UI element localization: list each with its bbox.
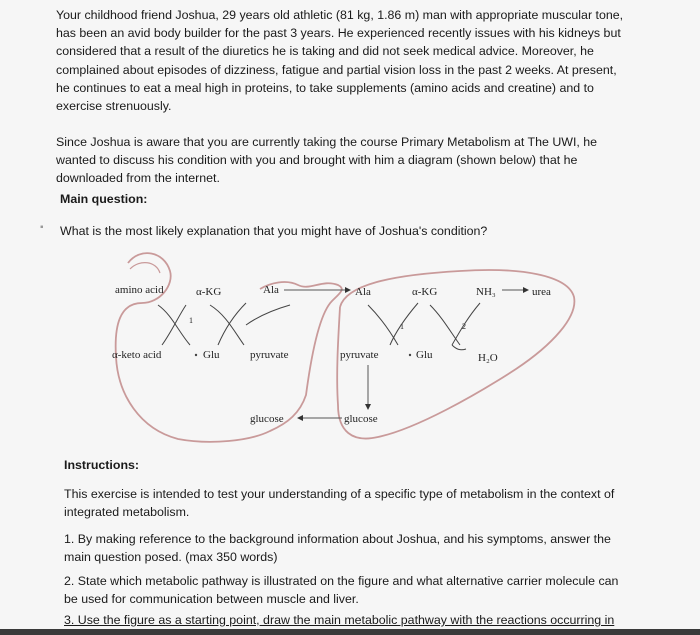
instruction-item-line: be used for communication between muscle and liver.: [64, 592, 359, 607]
background-line: has been an avid body builder for the past 3 years. He experienced recently issues with his kidneys but: [56, 26, 621, 41]
muscle-ala-label: Ala: [263, 284, 279, 296]
background-line: Your childhood friend Joshua, 29 years old athletic (81 kg, 1.86 m) man with appropriate muscular tone,: [56, 8, 624, 22]
background-line: exercise strenuously.: [56, 99, 172, 114]
muscle-amino-acid-label: amino acid: [115, 284, 164, 296]
muscle-keto-acid-label: α-keto acid: [112, 349, 162, 361]
context-line: downloaded from the internet.: [56, 171, 220, 186]
context-line: Since Joshua is aware that you are currently taking the course Primary Metabolism at The UWI, he: [56, 135, 598, 149]
liver-ala-label: Ala: [355, 286, 371, 298]
instruction-item-3: 3. Use the figure as a starting point, draw the main metabolic pathway with the reactions occurring in: [64, 613, 615, 627]
instructions-intro-line: integrated metabolism.: [64, 505, 190, 520]
liver-urea-label: urea: [532, 286, 551, 298]
liver-step2-number: 2: [462, 322, 466, 331]
instructions-intro: [64, 485, 624, 521]
muscle-glucose-label: glucose: [250, 413, 284, 425]
liver-glu-label: Glu: [416, 349, 433, 361]
background-line: complained about episodes of dizziness, fatigue and partial vision loss in the past 2 weeks. At present,: [56, 62, 617, 77]
muscle-outline: [116, 253, 342, 442]
muscle-glu-label: Glu: [203, 349, 220, 361]
muscle-step-number: 1: [189, 316, 193, 325]
instruction-item-line: main question posed. (max 350 words): [64, 550, 278, 565]
context-paragraph: [56, 133, 656, 188]
instruction-item-2: [64, 572, 624, 608]
liver-h2o-label: H₂O: [478, 352, 498, 364]
instructions-intro-line: This exercise is intended to test your understanding of a specific type of metabolism in the context of: [64, 487, 615, 501]
background-line: considered that a result of the diuretics he is taking and did not seek medical advice. Moreover, he: [56, 44, 594, 59]
main-question-text: What is the most likely explanation that you might have of Joshua's condition?: [60, 224, 488, 238]
instructions-heading: Instructions:: [64, 458, 140, 472]
instruction-item-line: 2. State which metabolic pathway is illustrated on the figure and what alternative carrier molecule can: [64, 574, 619, 588]
liver-akg-label: α-KG: [412, 286, 438, 298]
liver-step1-number: 1: [400, 322, 404, 331]
context-line: wanted to discuss his condition with you and brought with him a diagram (shown below) that he: [56, 153, 578, 168]
liver-glucose-label: glucose: [344, 413, 378, 425]
muscle-pyruvate-label: pyruvate: [250, 349, 289, 361]
muscle-akg-label: α-KG: [196, 286, 222, 298]
margin-marker-icon: ▪: [40, 222, 44, 233]
main-question-heading: Main question:: [60, 192, 148, 206]
background-paragraph: [56, 6, 676, 115]
background-line: he continues to eat a meal high in proteins, to take supplements (amino acids and creatine) and to: [56, 80, 594, 95]
liver-pyruvate-label: pyruvate: [340, 349, 379, 361]
liver-nh3-label: NH₃: [476, 286, 496, 298]
screen-bottom-edge: [0, 629, 700, 635]
instruction-item-1: [64, 530, 624, 566]
instruction-item-line: 1. By making reference to the background information about Joshua, and his symptoms, answer the: [64, 532, 611, 546]
metabolism-diagram: [100, 245, 580, 445]
